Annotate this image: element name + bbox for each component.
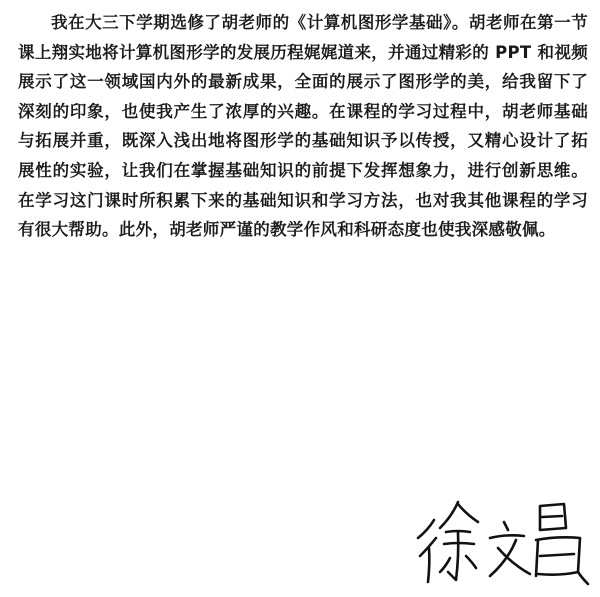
letter-paragraph: 我在大三下学期选修了胡老师的《计算机图形学基础》。胡老师在第一节课上翔实地将计算机图形学的发展历程娓娓道来，并通过精彩的 PPT 和视频展示了这一领域国内外的最新成果，全面的展示了图形学的美，给我留下了深刻的印象，也使我产生了浓厚的兴趣。在课程的学习过程中，胡老师基础与拓展并重，既深入浅出地将图形学的基础知识予以传授，又精心设计了拓展性的实验，让我们在掌握基础知识的前提下发挥想象力，进行创新思维。在学习这门课时所积累下来的基础知识和学习方法，也对我其他课程的学习有很大帮助。此外，胡老师严谨的教学作风和科研态度也使我深感敬佩。 xyxy=(18,13,588,240)
handwritten-signature xyxy=(412,490,590,588)
signature-drawing xyxy=(412,490,590,588)
letter-body xyxy=(18,8,588,245)
